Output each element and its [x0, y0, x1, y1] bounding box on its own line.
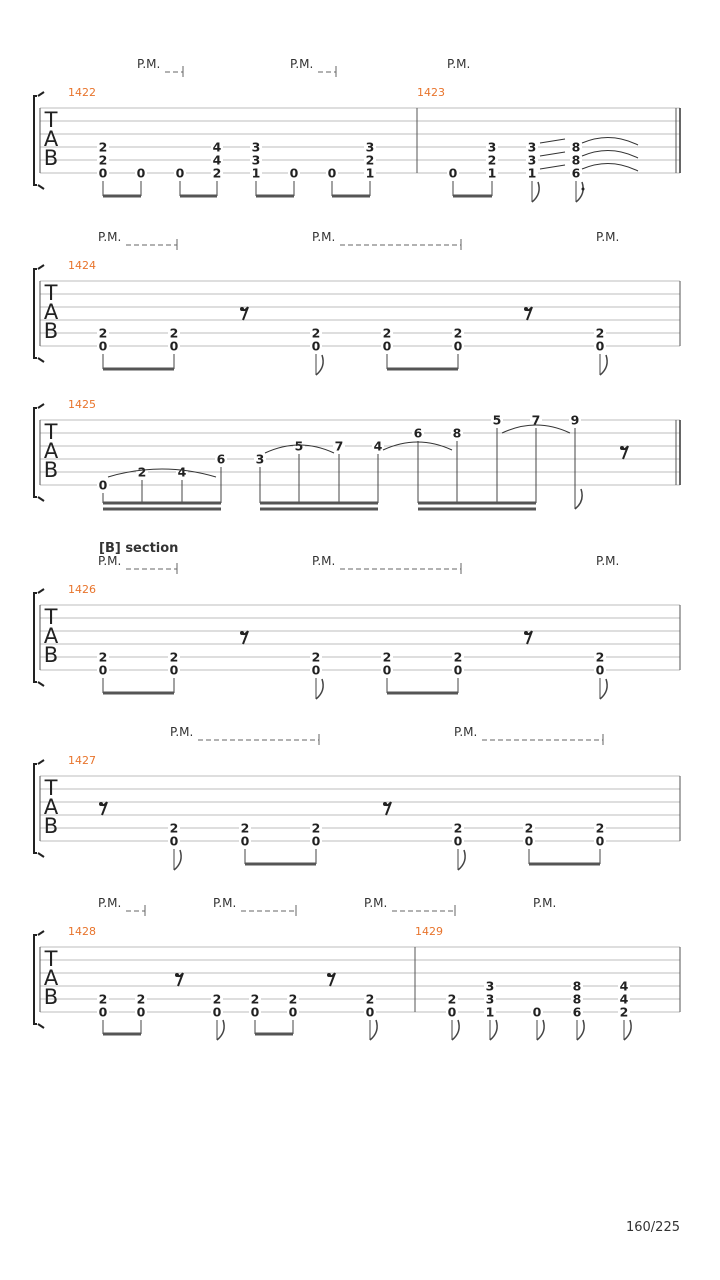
fret-number: 0 [453, 662, 463, 678]
fret-number: 0 [532, 1004, 542, 1020]
fret-number: 3 [527, 152, 537, 168]
fret-number: 2 [169, 649, 179, 665]
system-bracket [34, 408, 37, 497]
fret-number: 2 [212, 991, 222, 1007]
fret-number: 7 [334, 438, 344, 454]
fret-number: 2 [137, 464, 147, 480]
system-bracket-hook [38, 358, 44, 362]
system-bracket-hook [38, 931, 44, 935]
fret-number: 2 [98, 649, 108, 665]
slide-line [540, 152, 565, 156]
fret-number: 0 [365, 1004, 375, 1020]
fret-number: 2 [595, 649, 605, 665]
fret-number: 2 [311, 649, 321, 665]
fret-number: 0 [212, 1004, 222, 1020]
note-flag [575, 489, 582, 509]
palm-mute-label: P.M. [364, 896, 388, 910]
fret-number: 2 [453, 325, 463, 341]
system-bracket-hook [38, 1024, 44, 1028]
system-bracket [34, 269, 37, 358]
eighth-rest-dot [240, 307, 244, 311]
fret-number: 1 [527, 165, 537, 181]
fret-number: 2 [453, 820, 463, 836]
section-label: [B] section [99, 541, 179, 556]
note-flag [490, 1020, 497, 1040]
tab-clef-letter: B [43, 319, 59, 343]
note-flag [217, 1020, 224, 1040]
tab-clef-letter: B [43, 814, 59, 838]
system-bracket-hook [38, 92, 44, 96]
note-flag [537, 1020, 544, 1040]
fret-number: 0 [311, 833, 321, 849]
tab-clef-letter: A [43, 439, 59, 463]
eighth-rest-dot [327, 973, 331, 977]
fret-number: 8 [572, 978, 582, 994]
fret-number: 0 [98, 662, 108, 678]
fret-number: 5 [492, 412, 502, 428]
tab-clef-letter: A [43, 966, 59, 990]
fret-number: 0 [453, 338, 463, 354]
fret-number: 2 [382, 649, 392, 665]
eighth-rest-dot [620, 446, 624, 450]
system-bracket [34, 935, 37, 1024]
tab-clef-letter: A [43, 127, 59, 151]
palm-mute-label: P.M. [533, 896, 557, 910]
tab-clef-letter: A [43, 795, 59, 819]
palm-mute-label: P.M. [98, 554, 122, 568]
system-bracket [34, 96, 37, 185]
fret-number: 2 [98, 139, 108, 155]
fret-number: 8 [452, 425, 462, 441]
system-bracket-hook [38, 853, 44, 857]
note-flag [316, 355, 323, 375]
fret-number: 4 [373, 438, 383, 454]
note-flag [600, 355, 607, 375]
fret-number: 3 [485, 991, 495, 1007]
fret-number: 2 [382, 325, 392, 341]
fret-number: 0 [595, 833, 605, 849]
fret-number: 2 [619, 1004, 629, 1020]
measure-number: 1426 [68, 583, 96, 596]
system-bracket [34, 764, 37, 853]
note-flag [458, 850, 465, 870]
fret-number: 0 [169, 338, 179, 354]
fret-number: 2 [524, 820, 534, 836]
fret-number: 0 [136, 1004, 146, 1020]
measure-number: 1428 [68, 925, 96, 938]
measure-number: 1429 [415, 925, 443, 938]
fret-number: 3 [487, 139, 497, 155]
fret-number: 4 [212, 139, 222, 155]
fret-number: 2 [98, 152, 108, 168]
fret-number: 2 [311, 325, 321, 341]
palm-mute-label: P.M. [98, 896, 122, 910]
note-flag [316, 679, 323, 699]
fret-number: 2 [453, 649, 463, 665]
tab-clef-letter: T [44, 947, 58, 971]
fret-number: 0 [250, 1004, 260, 1020]
fret-number: 2 [365, 152, 375, 168]
fret-number: 3 [527, 139, 537, 155]
fret-number: 0 [311, 338, 321, 354]
note-flag [452, 1020, 459, 1040]
fret-number: 6 [572, 1004, 582, 1020]
fret-number: 0 [136, 165, 146, 181]
tab-clef-letter: T [44, 281, 58, 305]
measure-number: 1427 [68, 754, 96, 767]
fret-number: 0 [382, 662, 392, 678]
fret-number: 3 [365, 139, 375, 155]
fret-number: 8 [572, 991, 582, 1007]
tab-clef-letter: A [43, 624, 59, 648]
fret-number: 2 [365, 991, 375, 1007]
fret-number: 2 [240, 820, 250, 836]
fret-number: 3 [251, 152, 261, 168]
fret-number: 2 [487, 152, 497, 168]
system-bracket-hook [38, 497, 44, 501]
fret-number: 1 [485, 1004, 495, 1020]
note-flag [532, 182, 539, 202]
fret-number: 9 [570, 412, 580, 428]
tab-clef-letter: B [43, 643, 59, 667]
palm-mute-label: P.M. [290, 57, 314, 71]
tab-clef-letter: B [43, 985, 59, 1009]
tab-clef-letter: B [43, 146, 59, 170]
fret-number: 6 [216, 451, 226, 467]
system-bracket-hook [38, 185, 44, 189]
fret-number: 0 [98, 165, 108, 181]
system-bracket-hook [38, 760, 44, 764]
eighth-rest-dot [175, 973, 179, 977]
fret-number: 3 [255, 451, 265, 467]
system-bracket-hook [38, 404, 44, 408]
fret-number: 2 [98, 991, 108, 1007]
fret-number: 0 [98, 1004, 108, 1020]
fret-number: 4 [619, 978, 629, 994]
palm-mute-label: P.M. [213, 896, 237, 910]
palm-mute-label: P.M. [454, 725, 478, 739]
fret-number: 0 [98, 477, 108, 493]
fret-number: 8 [571, 152, 581, 168]
fret-number: 2 [595, 325, 605, 341]
fret-number: 0 [327, 165, 337, 181]
measure-number: 1422 [68, 86, 96, 99]
note-flag [576, 182, 583, 202]
dot [582, 188, 585, 191]
fret-number: 0 [169, 662, 179, 678]
tab-clef-letter: T [44, 108, 58, 132]
fret-number: 2 [169, 325, 179, 341]
note-flag [370, 1020, 377, 1040]
slur [108, 469, 216, 477]
page-number: 160/225 [625, 1220, 680, 1235]
fret-number: 5 [294, 438, 304, 454]
fret-number: 2 [212, 165, 222, 181]
fret-number: 0 [595, 338, 605, 354]
fret-number: 6 [571, 165, 581, 181]
fret-number: 2 [311, 820, 321, 836]
eighth-rest-dot [524, 631, 528, 635]
palm-mute-label: P.M. [312, 230, 336, 244]
palm-mute-label: P.M. [137, 57, 161, 71]
fret-number: 0 [169, 833, 179, 849]
fret-number: 7 [531, 412, 541, 428]
fret-number: 0 [98, 338, 108, 354]
eighth-rest-dot [240, 631, 244, 635]
fret-number: 4 [177, 464, 187, 480]
fret-number: 0 [288, 1004, 298, 1020]
fret-number: 0 [447, 1004, 457, 1020]
fret-number: 2 [447, 991, 457, 1007]
fret-number: 0 [240, 833, 250, 849]
fret-number: 0 [595, 662, 605, 678]
measure-number: 1425 [68, 398, 96, 411]
tab-clef-letter: T [44, 776, 58, 800]
fret-number: 0 [289, 165, 299, 181]
measure-number: 1423 [417, 86, 445, 99]
system-bracket [34, 593, 37, 682]
tie [582, 137, 638, 145]
fret-number: 6 [413, 425, 423, 441]
eighth-rest-dot [99, 802, 103, 806]
slide-line [540, 139, 565, 143]
note-flag [624, 1020, 631, 1040]
fret-number: 2 [136, 991, 146, 1007]
fret-number: 2 [595, 820, 605, 836]
fret-number: 0 [524, 833, 534, 849]
palm-mute-label: P.M. [596, 230, 620, 244]
fret-number: 0 [453, 833, 463, 849]
palm-mute-label: P.M. [170, 725, 194, 739]
fret-number: 3 [251, 139, 261, 155]
fret-number: 8 [571, 139, 581, 155]
palm-mute-label: P.M. [447, 57, 471, 71]
fret-number: 0 [382, 338, 392, 354]
tie [582, 150, 638, 158]
tab-clef-letter: A [43, 300, 59, 324]
fret-number: 0 [448, 165, 458, 181]
palm-mute-label: P.M. [98, 230, 122, 244]
fret-number: 1 [251, 165, 261, 181]
fret-number: 2 [288, 991, 298, 1007]
eighth-rest-dot [383, 802, 387, 806]
note-flag [577, 1020, 584, 1040]
fret-number: 2 [250, 991, 260, 1007]
tab-clef-letter: T [44, 605, 58, 629]
system-bracket-hook [38, 589, 44, 593]
fret-number: 2 [169, 820, 179, 836]
tab-clef-letter: T [44, 420, 58, 444]
palm-mute-label: P.M. [312, 554, 336, 568]
fret-number: 2 [98, 325, 108, 341]
measure-number: 1424 [68, 259, 96, 272]
eighth-rest-dot [524, 307, 528, 311]
system-bracket-hook [38, 265, 44, 269]
tab-clef-letter: B [43, 458, 59, 482]
palm-mute-label: P.M. [596, 554, 620, 568]
fret-number: 4 [619, 991, 629, 1007]
fret-number: 0 [175, 165, 185, 181]
fret-number: 1 [365, 165, 375, 181]
slide-line [540, 165, 565, 169]
tie [582, 163, 638, 171]
fret-number: 4 [212, 152, 222, 168]
fret-number: 3 [485, 978, 495, 994]
note-flag [174, 850, 181, 870]
note-flag [600, 679, 607, 699]
system-bracket-hook [38, 682, 44, 686]
fret-number: 1 [487, 165, 497, 181]
fret-number: 0 [311, 662, 321, 678]
